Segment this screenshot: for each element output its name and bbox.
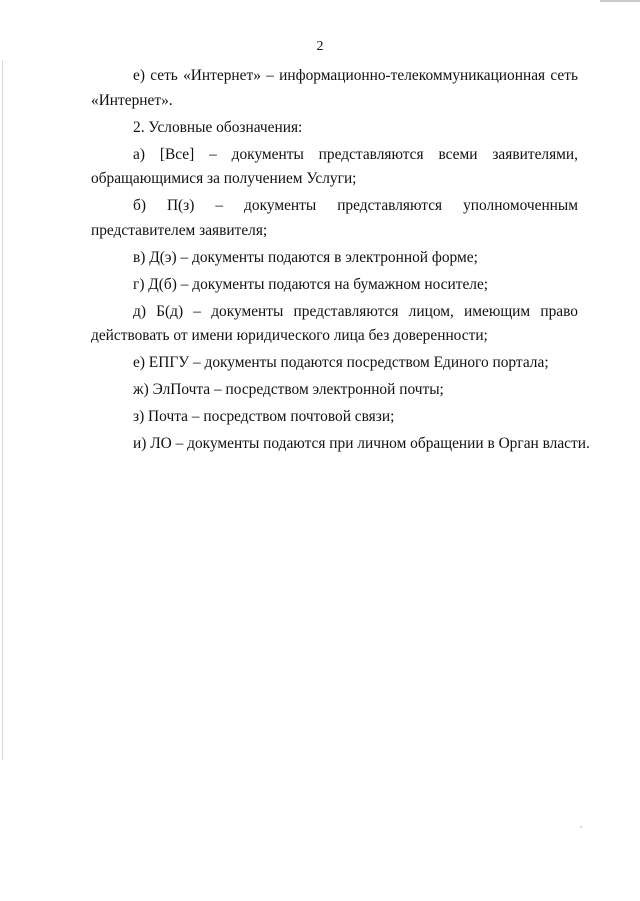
section-title: 2. Условные обозначения: [133,118,303,136]
legend-item-e [91,351,578,376]
legend-item-v [91,246,578,271]
definition-internet [91,64,578,113]
paragraph-line: и) ЛО – документы подаются при личном обращении в Орган власти. [133,435,590,452]
paragraph-line: действовать от имени юридического лица без доверенности; [91,327,488,344]
scan-edge-mark [600,0,640,2]
paragraph-line: б) П(з) – документы представляются уполномоченным [133,197,578,214]
paragraph-line: е) ЕПГУ – документы подаются посредством Единого портала; [133,354,549,371]
legend-item-z [91,405,578,430]
paragraph-line: д) Б(д) – документы представляются лицом, имеющим право [133,302,578,320]
paragraph-line: представителем заявителя; [91,221,268,239]
paragraph-line: а) [Все] – документы представляются всеми заявителями, [133,145,578,163]
legend-item-g [91,273,578,298]
legend-item-d [91,300,578,349]
legend-item-a [91,143,578,192]
paragraph-line: «Интернет». [91,91,173,109]
section-heading [91,116,578,141]
legend-item-zh [91,378,578,403]
document-body [91,64,590,459]
paragraph-line: е) сеть «Интернет» – информационно-телекоммуникационная сеть [133,67,578,84]
scan-left-edge [2,60,3,760]
paragraph-line: в) Д(э) – документы подаются в электронной форме; [133,248,478,266]
scan-speck [580,826,582,828]
paragraph-line: обращающимися за получением Услуги; [91,170,357,187]
paragraph-line: г) Д(б) – документы подаются на бумажном носителе; [133,275,489,293]
legend-item-b [91,194,578,243]
paragraph-line: з) Почта – посредством почтовой связи; [133,408,395,425]
page-number: 2 [316,39,324,54]
paragraph-line: ж) ЭлПочта – посредством электронной почты; [133,381,444,398]
legend-item-i [91,432,590,457]
